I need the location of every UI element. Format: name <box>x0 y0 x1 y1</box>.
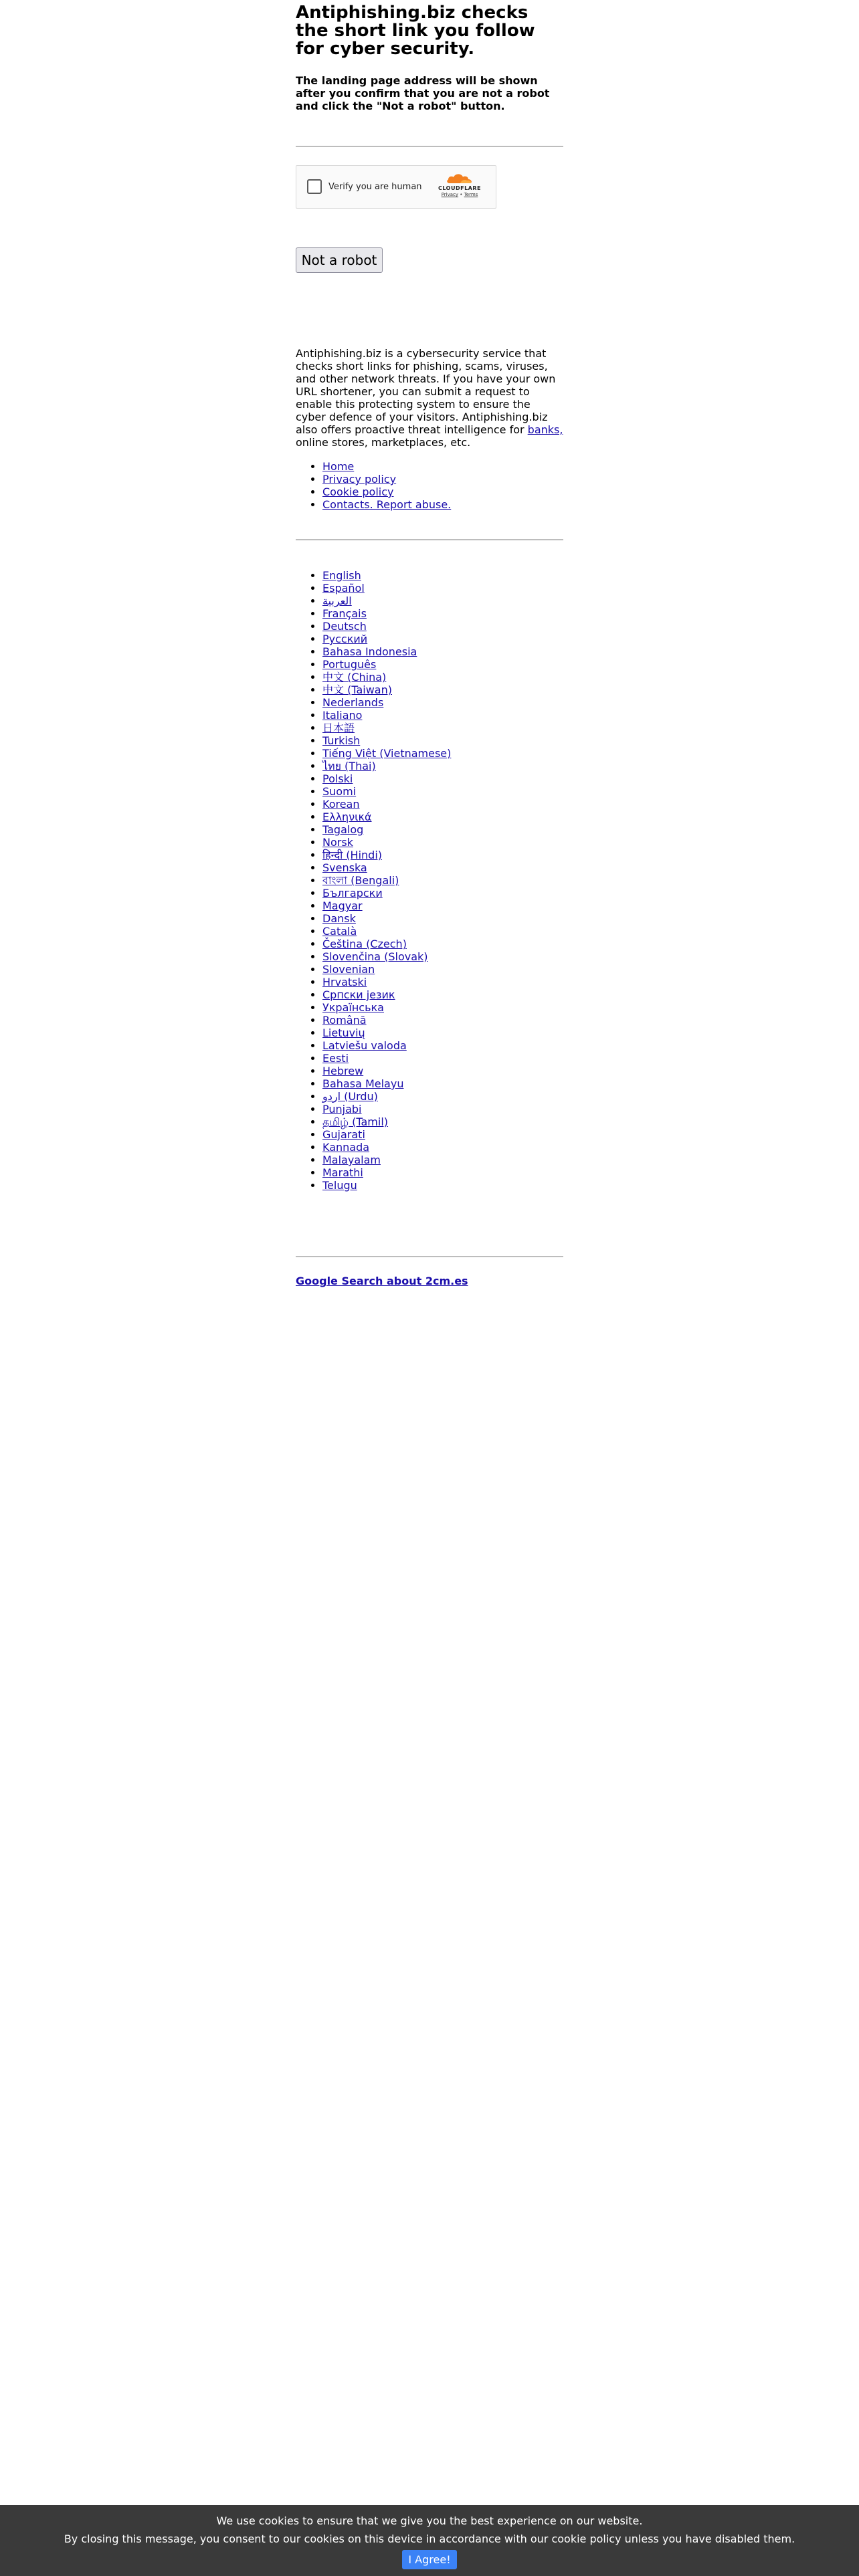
banks-link[interactable]: banks, <box>527 423 563 436</box>
language-link[interactable]: Español <box>322 582 365 595</box>
language-item <box>322 683 451 696</box>
language-item <box>322 1103 451 1115</box>
language-item <box>322 925 451 938</box>
language-item <box>322 645 451 658</box>
cookie-banner <box>0 2505 859 2576</box>
language-item <box>322 671 451 683</box>
language-item <box>322 1090 451 1103</box>
language-link[interactable]: Italiano <box>322 709 363 722</box>
captcha-privacy-link[interactable]: Privacy <box>441 192 459 197</box>
language-item <box>322 874 451 887</box>
verify-checkbox[interactable] <box>307 179 322 194</box>
language-link[interactable]: Tagalog <box>322 823 364 836</box>
language-item <box>322 950 451 963</box>
language-item <box>322 912 451 925</box>
language-link[interactable]: Català <box>322 925 357 938</box>
language-item <box>322 658 451 671</box>
site-link[interactable]: Cookie policy <box>322 486 394 498</box>
language-item <box>322 595 451 607</box>
language-item <box>322 709 451 722</box>
language-item <box>322 1115 451 1128</box>
language-link[interactable]: Marathi <box>322 1166 363 1179</box>
divider <box>296 1256 563 1257</box>
language-link[interactable]: Eesti <box>322 1052 349 1065</box>
language-link[interactable]: Svenska <box>322 861 367 874</box>
language-item <box>322 582 451 595</box>
main-content <box>296 0 563 1287</box>
language-link[interactable]: Bahasa Indonesia <box>322 645 417 658</box>
language-link[interactable]: Telugu <box>322 1179 357 1192</box>
language-item <box>322 861 451 874</box>
language-item <box>322 1039 451 1052</box>
captcha-terms-link[interactable]: Terms <box>464 192 478 197</box>
language-link[interactable]: Korean <box>322 798 360 811</box>
language-item <box>322 1128 451 1141</box>
language-item <box>322 849 451 861</box>
language-link[interactable]: Malayalam <box>322 1154 381 1166</box>
language-link[interactable]: اردو (Urdu) <box>322 1090 378 1103</box>
language-link[interactable]: Kannada <box>322 1141 370 1154</box>
language-item <box>322 747 451 760</box>
captcha-link-separator: • <box>460 192 463 197</box>
language-item <box>322 785 451 798</box>
site-links-list <box>296 460 451 511</box>
language-link[interactable]: Punjabi <box>322 1103 362 1115</box>
page-title: Antiphishing.biz checks the short link you follow for cyber security. <box>296 3 535 59</box>
language-link[interactable]: বাংলা (Bengali) <box>322 874 399 887</box>
cloudflare-logo <box>433 173 486 197</box>
language-item <box>322 607 451 620</box>
language-item <box>322 1065 451 1077</box>
language-item <box>322 811 451 823</box>
language-item <box>322 1141 451 1154</box>
google-search-link[interactable]: Google Search about 2cm.es <box>296 1275 468 1287</box>
language-link[interactable]: ไทย (Thai) <box>322 760 376 772</box>
language-link[interactable]: Norsk <box>322 836 353 849</box>
cloudflare-links <box>433 192 486 197</box>
language-link[interactable]: Polski <box>322 772 353 785</box>
language-item <box>322 734 451 747</box>
language-link[interactable]: Français <box>322 607 367 620</box>
not-a-robot-button[interactable]: Not a robot <box>296 247 383 273</box>
language-link[interactable]: Gujarati <box>322 1128 365 1141</box>
language-item <box>322 963 451 976</box>
site-link[interactable]: Home <box>322 460 355 473</box>
language-item <box>322 569 451 582</box>
language-link[interactable]: Čeština (Czech) <box>322 938 407 950</box>
language-item <box>322 938 451 950</box>
language-link[interactable]: Lietuvių <box>322 1027 365 1039</box>
language-link[interactable]: 日本語 <box>322 722 355 734</box>
divider <box>296 539 563 540</box>
language-link[interactable]: Suomi <box>322 785 357 798</box>
site-link-item <box>322 486 451 498</box>
about-tail: online stores, marketplaces, etc. <box>296 436 471 449</box>
language-item <box>322 1052 451 1065</box>
language-item <box>322 976 451 988</box>
language-link[interactable]: Nederlands <box>322 696 384 709</box>
cookie-message-line-2: By closing this message, you consent to our cookies on this device in accordance with our cookie policy unless you have disabled them. <box>64 2533 795 2545</box>
language-link[interactable]: हिन्दी (Hindi) <box>322 849 383 861</box>
language-link[interactable]: 中文 (Taiwan) <box>322 683 392 696</box>
language-link[interactable]: العربية <box>322 595 352 607</box>
site-link-item <box>322 460 451 473</box>
language-item <box>322 899 451 912</box>
language-item <box>322 722 451 734</box>
language-item <box>322 696 451 709</box>
language-link[interactable]: Slovenian <box>322 963 375 976</box>
language-link[interactable]: Српски језик <box>322 988 395 1001</box>
language-link[interactable]: Slovenčina (Slovak) <box>322 950 428 963</box>
cookie-message-line-1: We use cookies to ensure that we give you the best experience on our website. <box>216 2514 643 2527</box>
language-item <box>322 1179 451 1192</box>
language-link[interactable]: Tiếng Việt (Vietnamese) <box>322 747 452 760</box>
divider <box>296 146 563 147</box>
about-paragraph <box>296 347 563 449</box>
language-item <box>322 1154 451 1166</box>
language-link[interactable]: Dansk <box>322 912 356 925</box>
site-link-item <box>322 498 451 511</box>
language-link[interactable]: Português <box>322 658 377 671</box>
language-list <box>296 569 451 1192</box>
language-link[interactable]: Hebrew <box>322 1065 364 1077</box>
site-link[interactable]: Contacts. Report abuse. <box>322 498 452 511</box>
site-link[interactable]: Privacy policy <box>322 473 397 486</box>
language-item <box>322 620 451 633</box>
language-item <box>322 633 451 645</box>
language-item <box>322 772 451 785</box>
language-link[interactable]: English <box>322 569 361 582</box>
page-subtitle: The landing page address will be shown after you confirm that you are not a robot and click the "Not a robot" button. <box>296 74 550 112</box>
language-item <box>322 887 451 899</box>
cookie-agree-button[interactable]: I Agree! <box>402 2550 456 2569</box>
language-link[interactable]: Română <box>322 1014 367 1027</box>
language-link[interactable]: தமிழ் (Tamil) <box>322 1115 389 1128</box>
language-link[interactable]: 中文 (China) <box>322 671 387 683</box>
language-link[interactable]: Ελληνικά <box>322 811 372 823</box>
about-text: Antiphishing.biz is a cybersecurity service that checks short links for phishing, scams, viruses, and other network threats. If you have your own URL shortener, you can submit a request to enable this protecting system to ensure the cyber defence of your visitors. Antiphishing.biz also offers proactive threat intelligence for <box>296 347 556 436</box>
language-item <box>322 1077 451 1090</box>
language-item <box>322 798 451 811</box>
language-item <box>322 1027 451 1039</box>
language-item <box>322 1166 451 1179</box>
language-link[interactable]: Turkish <box>322 734 361 747</box>
language-link[interactable]: Bahasa Melayu <box>322 1077 404 1090</box>
language-item <box>322 836 451 849</box>
cloudflare-turnstile-widget <box>296 165 496 209</box>
language-link[interactable]: Українська <box>322 1001 384 1014</box>
language-link[interactable]: Latviešu valoda <box>322 1039 407 1052</box>
language-item <box>322 1001 451 1014</box>
language-item <box>322 988 451 1001</box>
cloudflare-wordmark: CLOUDFLARE <box>438 185 481 191</box>
language-item <box>322 823 451 836</box>
language-link[interactable]: Русский <box>322 633 368 645</box>
language-link[interactable]: Magyar <box>322 899 363 912</box>
cloud-icon <box>446 173 474 185</box>
language-item <box>322 1014 451 1027</box>
verify-label: Verify you are human <box>328 182 422 192</box>
site-link-item <box>322 473 451 486</box>
language-link[interactable]: Hrvatski <box>322 976 367 988</box>
language-item <box>322 760 451 772</box>
language-link[interactable]: Български <box>322 887 383 899</box>
language-link[interactable]: Deutsch <box>322 620 367 633</box>
